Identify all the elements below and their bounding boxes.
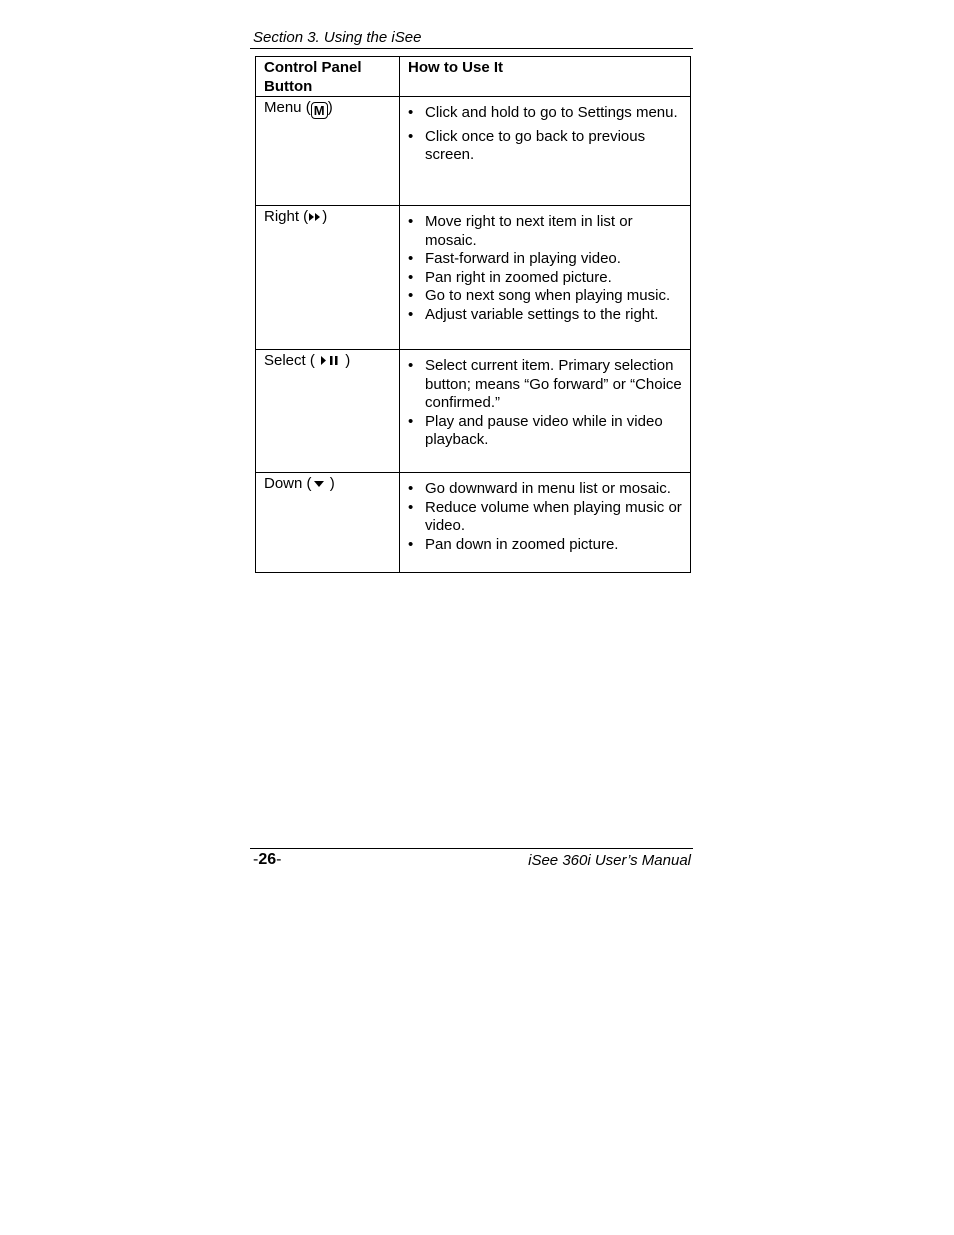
column-header-button: Control Panel Button [256, 57, 400, 97]
menu-m-icon: M [311, 102, 328, 119]
list-item: • Go downward in menu list or mosaic. [408, 480, 682, 499]
usage-list [408, 357, 682, 450]
list-item: • Fast-forward in playing video. [408, 250, 682, 269]
list-item: • Click once to go back to previous screen. [408, 128, 682, 165]
list-item: • Adjust variable settings to the right. [408, 306, 682, 325]
page-number-suffix: - [276, 851, 282, 868]
list-item: • Move right to next item in list or mosaic. [408, 213, 682, 250]
button-name: Menu ( [264, 99, 311, 116]
list-item: • Pan down in zoomed picture. [408, 536, 682, 555]
button-name-end: ) [322, 208, 328, 225]
play-pause-icon [319, 354, 341, 367]
list-item: • Select current item. Primary selection button; means “Go forward” or “Choice confirmed.” [408, 357, 682, 413]
list-item: • Play and pause video while in video playback. [408, 413, 682, 450]
button-cell-menu [256, 97, 400, 206]
page-number-prefix: - [253, 851, 259, 868]
button-cell-right [256, 206, 400, 350]
button-name-end: ) [345, 352, 351, 369]
list-item: • Click and hold to go to Settings menu. [408, 104, 682, 123]
usage-cell-right [400, 206, 691, 350]
down-arrow-icon [312, 478, 326, 490]
usage-list [408, 480, 682, 554]
usage-cell-down [400, 473, 691, 573]
control-panel-table [255, 56, 691, 573]
fast-forward-icon [308, 211, 322, 223]
usage-cell-select [400, 350, 691, 473]
usage-list [408, 104, 682, 165]
button-cell-select [256, 350, 400, 473]
button-name-end: ) [329, 475, 335, 492]
column-header-how-to-use: How to Use It [400, 57, 691, 97]
button-name: Down ( [264, 475, 312, 492]
page-number-value: 26 [258, 851, 277, 868]
page-number [253, 851, 281, 869]
usage-list [408, 213, 682, 324]
table-row [256, 97, 691, 206]
table-row [256, 350, 691, 473]
table-header-row [256, 57, 691, 97]
button-name-end: ) [327, 99, 333, 116]
button-name: Right ( [264, 208, 309, 225]
footer-rule [250, 848, 693, 849]
table-row [256, 473, 691, 573]
header-rule [250, 48, 693, 49]
button-cell-down [256, 473, 400, 573]
list-item: • Reduce volume when playing music or video. [408, 499, 682, 536]
list-item: • Pan right in zoomed picture. [408, 269, 682, 288]
list-item: • Go to next song when playing music. [408, 287, 682, 306]
table-row [256, 206, 691, 350]
manual-title: iSee 360i User’s Manual [528, 852, 691, 869]
section-header: Section 3. Using the iSee [253, 29, 422, 46]
button-name: Select ( [264, 352, 315, 369]
usage-cell-menu [400, 97, 691, 206]
